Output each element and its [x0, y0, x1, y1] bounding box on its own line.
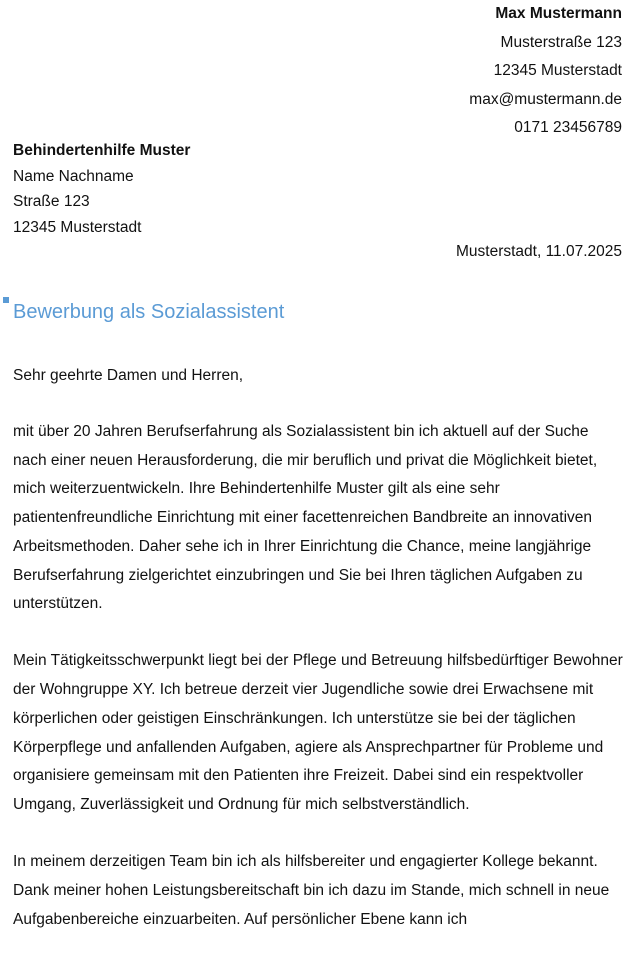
recipient-street: Straße 123	[13, 193, 90, 210]
subject-marker-square	[3, 297, 9, 303]
sender-street: Musterstraße 123	[500, 33, 622, 51]
body-paragraph-2: Mein Tätigkeitsschwerpunkt liegt bei der Pflege und Betreuung hilfsbedürftiger Bewohner der Wohngruppe XY. Ich betreue derzeit vier Jugendliche sowie drei Erwachsene mit körperlichen oder geistigen Einschränkungen. Ich unterstütze sie bei der täglichen Körperpflege und anfallenden Aufgaben, agiere als Ansprechpartner für Probleme und organisiere gemeinsam mit den Patienten ihre Freizeit. Dabei sind ein respektvoller Umgang, Zuverlässigkeit und Ordnung für mich selbstverständlich.	[13, 652, 623, 813]
subject-heading: Bewerbung als Sozialassistent	[13, 301, 285, 323]
recipient-organization: Behindertenhilfe Muster	[13, 142, 191, 159]
sender-address-block	[469, 0, 622, 143]
body-paragraph-3: In meinem derzeitigen Team bin ich als hilfsbereiter und engagierter Kollege bekannt. Dank meiner hohen Leistungsbereitschaft bin ich dazu im Stande, mich schnell in neue Aufgabenbereiche einzuarbeiten. Auf persönlicher Ebene kann ich	[13, 853, 610, 928]
body-paragraph-1: mit über 20 Jahren Berufserfahrung als Sozialassistent bin ich aktuell auf der Suche nach einer neuen Herausforderung, die mir beruflich und privat die Möglichkeit bietet, mich weiterzuentwickeln. Ihre Behindertenhilfe Muster gilt als eine sehr patientenfreundliche Einrichtung mit einer facettenreichen Bandbreite an innovativen Arbeitsmethoden. Daher sehe ich in Ihrer Einrichtung die Chance, meine langjährige Berufserfahrung zielgerichtet einzubringen und Sie bei Ihren täglichen Aufgaben zu unterstützen.	[13, 423, 598, 613]
sender-email: max@mustermann.de	[469, 90, 622, 108]
recipient-contact: Name Nachname	[13, 167, 134, 185]
sender-name: Max Mustermann	[495, 5, 622, 22]
recipient-address-block	[13, 138, 190, 240]
letter-body	[13, 418, 625, 963]
sender-city: 12345 Musterstadt	[493, 62, 622, 79]
sender-phone: 0171 23456789	[514, 119, 622, 136]
recipient-city: 12345 Musterstadt	[13, 218, 142, 236]
date-line: Musterstadt, 11.07.2025	[455, 243, 622, 260]
salutation: Sehr geehrte Damen und Herren,	[13, 367, 244, 384]
